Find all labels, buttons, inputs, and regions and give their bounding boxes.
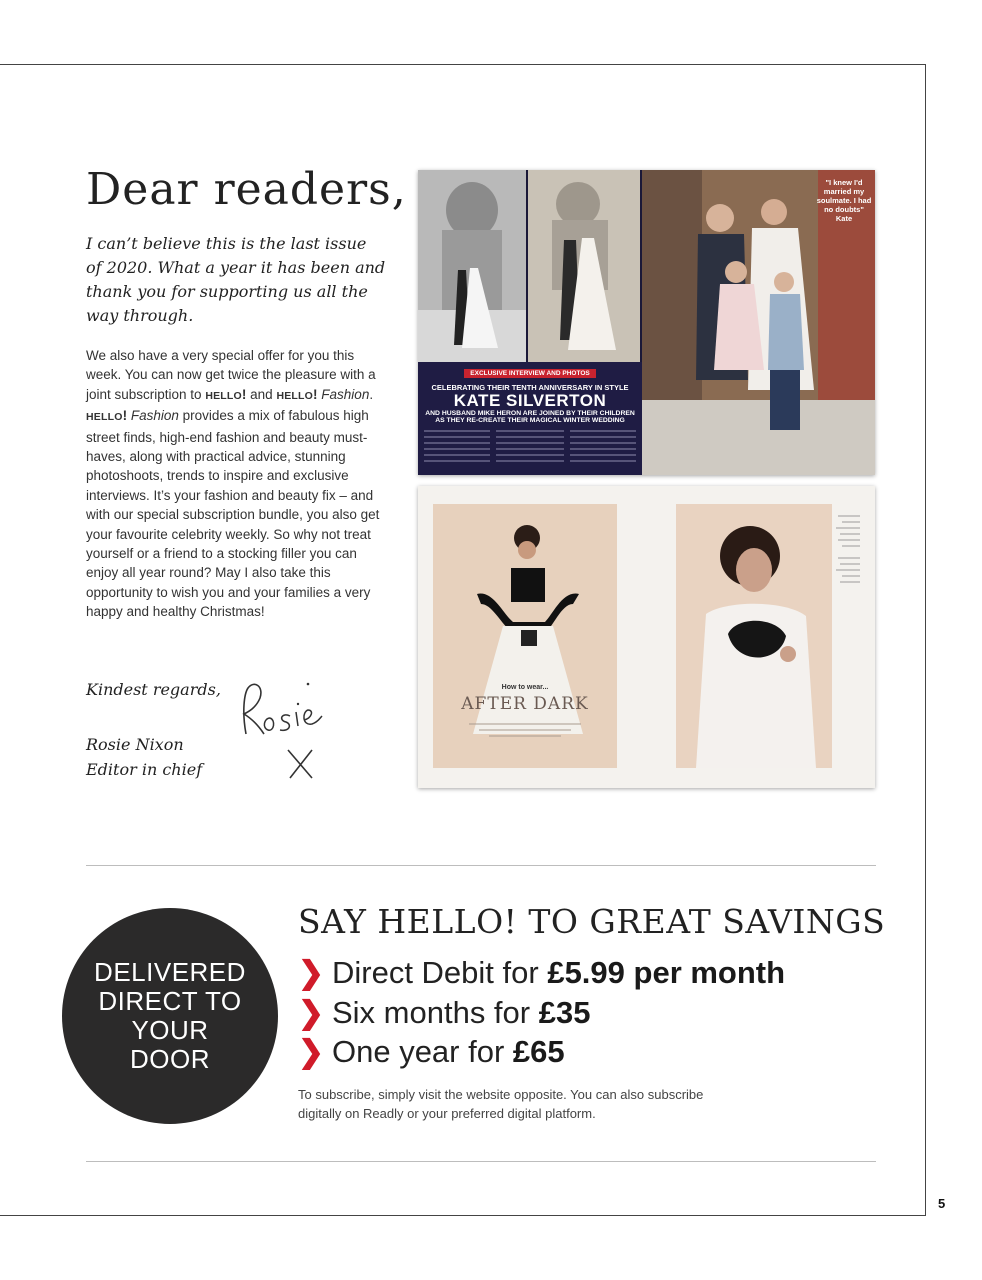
- offer-price: £35: [538, 995, 591, 1030]
- hello-brand-excl: !: [313, 386, 318, 402]
- editor-signature-block: [86, 732, 202, 782]
- divider-top: [86, 865, 876, 866]
- magazine-spread-kate-silverton: [418, 170, 875, 475]
- editor-role: Editor in chief: [86, 760, 203, 779]
- spread-sub-1: AND HUSBAND MIKE HERON ARE JOINED BY THEIR CHILDREN: [425, 410, 635, 417]
- divider-bottom: [86, 1161, 876, 1162]
- sign-off: Kindest regards,: [86, 680, 221, 699]
- fashion-word: Fashion: [130, 408, 179, 424]
- handwritten-signature: [232, 672, 342, 792]
- fashion-caption-lines: [433, 720, 617, 740]
- hello-brand-excl: !: [122, 408, 128, 424]
- fashion-page-left: [433, 504, 617, 768]
- fashion-headline: AFTER DARK: [461, 694, 589, 714]
- offer-title: SAY HELLO! TO GREAT SAVINGS: [298, 902, 886, 941]
- body-dot: .: [369, 386, 374, 402]
- hello-brand: HELLO: [276, 389, 314, 402]
- fashion-page-right: [676, 504, 832, 768]
- credit-text-lines: [834, 512, 864, 602]
- spread-quote: "I knew I'd married my soulmate. I had no doubts" Kate: [816, 178, 872, 223]
- spread-kicker: CELEBRATING THEIR TENTH ANNIVERSARY IN STYLE: [431, 383, 629, 392]
- editor-name: Rosie Nixon: [86, 735, 184, 754]
- offer-one-year: [298, 1034, 565, 1070]
- offer-label: Direct Debit for: [331, 955, 548, 990]
- offer-label: Six months for: [331, 995, 539, 1030]
- chevron-right-icon: ❯: [298, 995, 324, 1030]
- magazine-spread-after-dark: [418, 486, 875, 788]
- offer-direct-debit: [298, 955, 785, 991]
- body-text-2: provides a mix of fabulous high street finds, high-end fashion and beauty must-haves, along with practical advice, stunning photoshoots, trends to inspire and exclusive interviews. It’s your fashion and beauty fix – and with our special subscription bundle, you also get your favourite celebrity weekly. So why not treat yourself or a friend to a stocking filler you can enjoy all year round? May I also take this opportunity to wish you and your families a very happy and healthy Christmas!: [86, 408, 380, 620]
- delivered-badge: [62, 908, 278, 1124]
- offer-price: £5.99 per month: [547, 955, 786, 990]
- page-number: 5: [938, 1196, 946, 1211]
- chevron-right-icon: ❯: [298, 1034, 324, 1069]
- chevron-right-icon: ❯: [298, 955, 324, 990]
- offer-six-months: [298, 995, 590, 1031]
- spread-sub-2: AS THEY RE-CREATE THEIR MAGICAL WINTER WEDDING: [435, 417, 625, 424]
- body-and: and: [246, 386, 277, 402]
- spread-badge: EXCLUSIVE INTERVIEW AND PHOTOS: [464, 369, 595, 378]
- hello-brand: HELLO: [205, 389, 242, 402]
- delivered-badge-text: DELIVERED DIRECT TO YOUR DOOR: [94, 957, 246, 1074]
- hello-brand: HELLO: [86, 411, 123, 424]
- fashion-word: Fashion: [321, 386, 370, 402]
- body-text-1: We also have a very special offer for you this week. You can now get twice the pleasure with a joint subscription to: [86, 348, 376, 402]
- spread-headline: KATE SILVERTON: [453, 391, 607, 410]
- spread-body-text-lines: [420, 427, 640, 473]
- offer-label: One year for: [331, 1034, 513, 1069]
- model-photo-shell-bag: [676, 504, 832, 768]
- fashion-kicker: How to wear...: [501, 684, 549, 691]
- subscribe-note: To subscribe, simply visit the website opposite. You can also subscribe digitally on Readly or your preferred digital platform.: [298, 1087, 704, 1121]
- letter-body: [86, 346, 386, 622]
- hello-brand-excl: !: [241, 386, 247, 402]
- letter-title: Dear readers,: [86, 164, 407, 215]
- letter-intro: I can’t believe this is the last issue of 2020. What a year it has been and thank you for supporting us all the way through.: [86, 234, 386, 325]
- offer-price: £65: [512, 1034, 565, 1069]
- spread-headline-panel: [418, 362, 642, 475]
